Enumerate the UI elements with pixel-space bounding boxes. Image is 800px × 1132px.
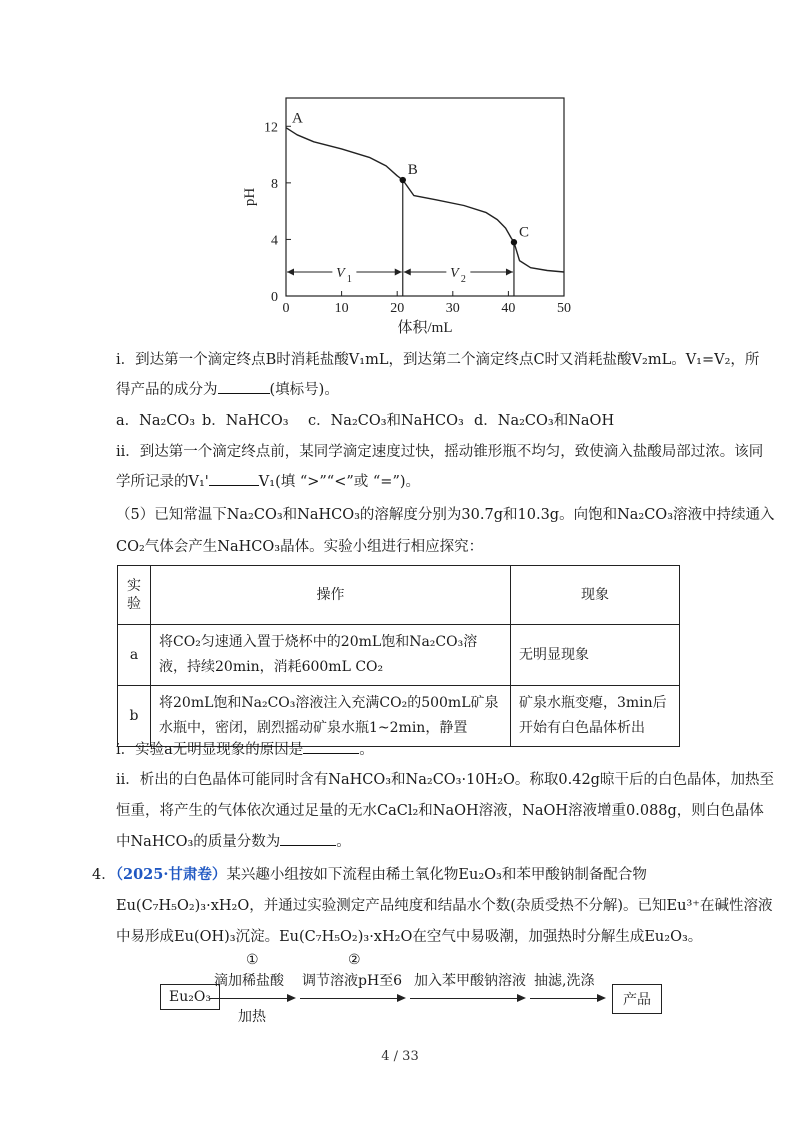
table-header-row: [118, 566, 680, 625]
table-cell-observation: [511, 625, 680, 686]
endpoint-marker: [400, 177, 406, 183]
segment-label-subscript: 1: [346, 273, 352, 285]
synthesis-flowchart: [150, 952, 690, 1032]
step3-label: 加入苯甲酸钠溶液: [414, 973, 526, 989]
table-cell-id: b: [118, 686, 151, 747]
period: 。: [359, 742, 374, 758]
step2-label: 调节溶液pH至6: [302, 973, 403, 989]
y-tick-label: 0: [271, 290, 278, 305]
option-b: b．NaHCO₃: [202, 413, 289, 429]
question-ii-hint: V₁(填 “>”“<”或 “=”)。: [258, 474, 421, 490]
start-box: Eu₂O₃: [160, 984, 220, 1010]
operation-line: 水瓶中，密闭，剧烈摇动矿泉水瓶1~2min，静置: [159, 720, 468, 736]
question-source: （2025·甘肃卷）: [115, 866, 227, 883]
question-i-line2: [116, 378, 339, 399]
operation-line: 液，持续20min，消耗600mL CO₂: [159, 659, 384, 675]
x-tick-label: 50: [557, 301, 571, 316]
option-a: a．Na₂CO₃: [116, 413, 196, 429]
table-row: [118, 625, 680, 686]
point-label: A: [292, 110, 303, 127]
titration-curve-chart: [230, 80, 590, 342]
table-cell-id: a: [118, 625, 151, 686]
x-tick-label: 20: [390, 301, 405, 316]
part5-question-i-text: i．实验a无明显现象的原因是: [116, 742, 304, 758]
part5-question-ii-prompt: 中NaHCO₃的质量分数为: [116, 834, 281, 850]
observation-line: 矿泉水瓶变瘪，3min后: [519, 695, 667, 711]
y-tick-label: 8: [271, 176, 278, 192]
part5-question-ii-line2: 恒重，将产生的气体依次通过足量的无水CaCl₂和NaOH溶液，NaOH溶液增重0.088g，则白色晶体: [116, 803, 764, 819]
table-cell-observation: [511, 686, 680, 747]
x-tick-label: 10: [334, 301, 349, 316]
observation-line: 无明显现象: [519, 646, 589, 663]
y-tick-label: 4: [271, 233, 278, 249]
step2-number: ②: [348, 952, 361, 968]
question-ii-prompt: 学所记录的V₁': [116, 474, 209, 490]
segment-label: V: [450, 265, 459, 281]
question-i-prompt: 得产品的成分为: [116, 382, 218, 398]
table-header-cell: 现象: [511, 566, 680, 625]
step1-condition: 加热: [238, 1009, 266, 1025]
operation-line: 将CO₂匀速通入置于烧杯中的20mL饱和Na₂CO₃溶: [159, 634, 478, 650]
part5-line1: （5）已知常温下Na₂CO₃和NaHCO₃的溶解度分别为30.7g和10.3g。向饱和Na₂CO₃溶液中持续通入: [116, 507, 775, 523]
part5-question-ii-line1: ii．析出的白色晶体可能同时含有NaHCO₃和Na₂CO₃·10H₂O。称取0.42g晾干后的白色晶体，加热至: [116, 772, 774, 788]
product-box: 产品: [612, 984, 662, 1014]
part5-question-i: [116, 738, 374, 759]
question-ii-line2: [116, 470, 420, 491]
arrow-4: [530, 998, 604, 999]
table-header-cell: 实验: [118, 566, 151, 625]
observation-line: 开始有白色晶体析出: [519, 720, 645, 736]
answer-blank[interactable]: [218, 379, 270, 394]
table-cell-operation: [151, 625, 511, 686]
step1-label: 滴加稀盐酸: [214, 973, 284, 989]
period: 。: [336, 834, 351, 850]
question-number: 4．: [92, 867, 116, 883]
segment-arrowhead-right: [506, 268, 513, 275]
arrow-2: [300, 998, 404, 999]
operation-line: 将20mL饱和Na₂CO₃溶液注入充满CO₂的500mL矿泉: [159, 695, 499, 711]
segment-arrowhead-left: [404, 268, 411, 275]
question-i-hint: (填标号)。: [269, 382, 339, 398]
x-tick-label: 0: [282, 301, 290, 316]
option-c: c．Na₂CO₃和NaHCO₃: [308, 413, 464, 429]
segment-label: V: [336, 265, 345, 281]
step1-number: ①: [246, 952, 259, 968]
page-number: 4 / 33: [381, 1049, 419, 1064]
answer-blank[interactable]: [280, 831, 336, 846]
x-tick-label: 40: [501, 301, 516, 316]
table-header-cell: 操作: [151, 566, 511, 625]
point-label: C: [518, 224, 529, 241]
question-4-line2: Eu(C₇H₅O₂)₃·xH₂O，并通过实验测定产品纯度和结晶水个数(杂质受热不分解)。已知Eu³⁺在碱性溶液: [116, 898, 773, 914]
answer-blank[interactable]: [303, 739, 359, 754]
answer-blank[interactable]: [209, 471, 259, 486]
question-4-line3: 中易形成Eu(OH)₃沉淀。Eu(C₇H₅O₂)₃·xH₂O在空气中易吸潮，加强热时分解生成Eu₂O₃。: [116, 929, 703, 945]
experiment-table: [117, 565, 680, 747]
endpoint-marker: [511, 239, 517, 245]
option-d: d．Na₂CO₃和NaOH: [474, 413, 615, 429]
question-4-line1: [92, 863, 647, 884]
question-i-line1: i．到达第一个滴定终点B时消耗盐酸V₁mL，到达第二个滴定终点C时又消耗盐酸V₂mL。V₁=V₂，所: [116, 352, 760, 368]
titration-curve: [286, 128, 564, 272]
step4-label: 抽滤,洗涤: [534, 973, 595, 989]
segment-arrowhead-right: [395, 268, 402, 275]
part5-line2: CO₂气体会产生NaHCO₃晶体。实验小组进行相应探究：: [116, 539, 484, 555]
x-axis-label: 体积/mL: [397, 320, 453, 336]
arrow-3: [410, 998, 524, 999]
segment-label-subscript: 2: [460, 273, 466, 285]
point-label: B: [407, 162, 418, 179]
y-tick-label: 12: [264, 120, 278, 136]
y-axis-label: pH: [242, 187, 258, 207]
question-ii-line1: ii．到达第一个滴定终点前，某同学滴定速度过快，摇动锥形瓶不均匀，致使滴入盐酸局部过浓。该同: [116, 444, 764, 460]
arrow-1: [210, 998, 294, 999]
x-tick-label: 30: [445, 301, 460, 316]
question-text: 某兴趣小组按如下流程由稀土氧化物Eu₂O₃和苯甲酸钠制备配合物: [226, 867, 647, 883]
segment-arrowhead-left: [287, 268, 294, 275]
part5-question-ii-line3: [116, 830, 351, 851]
